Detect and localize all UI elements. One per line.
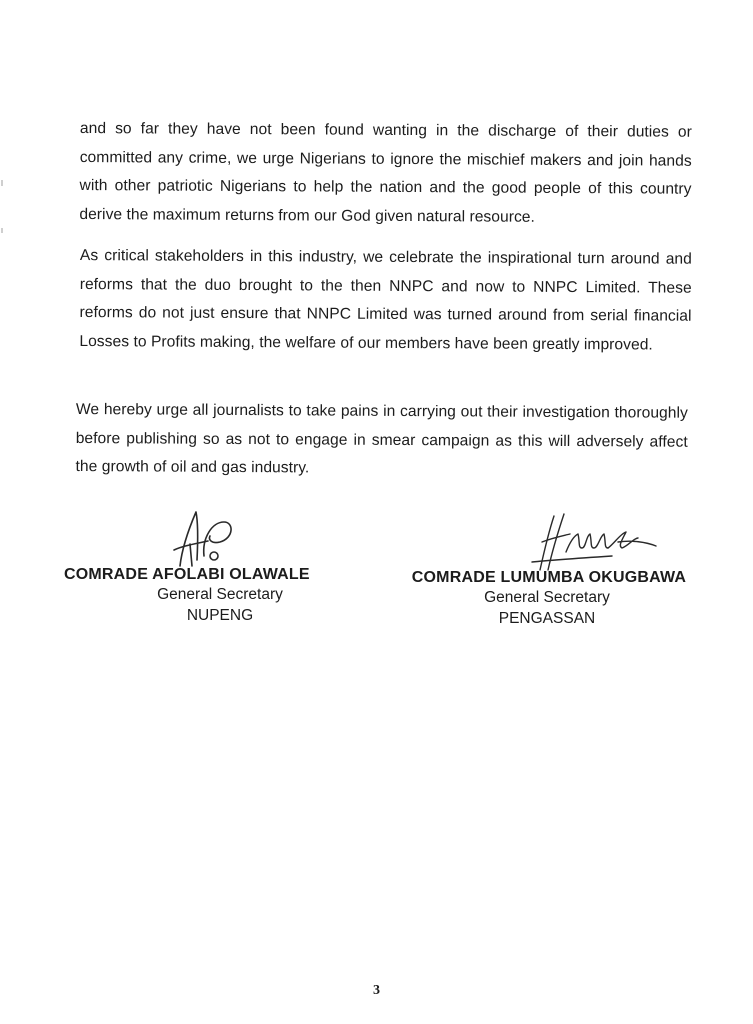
- signatory-name: COMRADE AFOLABI OLAWALE: [64, 566, 310, 583]
- signatory-block-right: [398, 569, 700, 629]
- body-paragraph-2: As critical stakeholders in this industry, we celebrate the inspirational turn around and reforms that the duo brought to the then NNPC and now to NNPC Limited. These reforms do not just ensure that NNPC Limited was turned around from serial financial Losses to Profits making, the welfare of our members have been greatly improved.: [79, 246, 692, 354]
- scan-mark: [1, 180, 3, 186]
- signatory-name: COMRADE LUMUMBA OKUGBAWA: [411, 569, 687, 586]
- signatory-block-left: [64, 566, 348, 626]
- signatory-title: General Secretary: [157, 586, 283, 603]
- signatory-organization: PENGASSAN: [498, 610, 596, 627]
- scan-mark: [1, 228, 3, 233]
- signature-right-image: [522, 512, 658, 574]
- body-paragraph-1: and so far they have not been found wanting in the discharge of their duties or committed any crime, we urge Nigerians to ignore the mischief makers and join hands with other patriotic Nigerians to help the nation and the good people of this country derive the maximum returns from our God given natural resource.: [79, 119, 692, 226]
- signatory-title: General Secretary: [484, 589, 610, 606]
- body-paragraph-3: We hereby urge all journalists to take pains in carrying out their investigation thoroughly before publishing so as not to engage in smear campaign as this will adversely affect the growth of oil and gas industry.: [75, 400, 688, 477]
- page-number: 3: [373, 983, 380, 998]
- signature-left-image: [168, 508, 238, 570]
- signatory-organization: NUPENG: [186, 607, 254, 624]
